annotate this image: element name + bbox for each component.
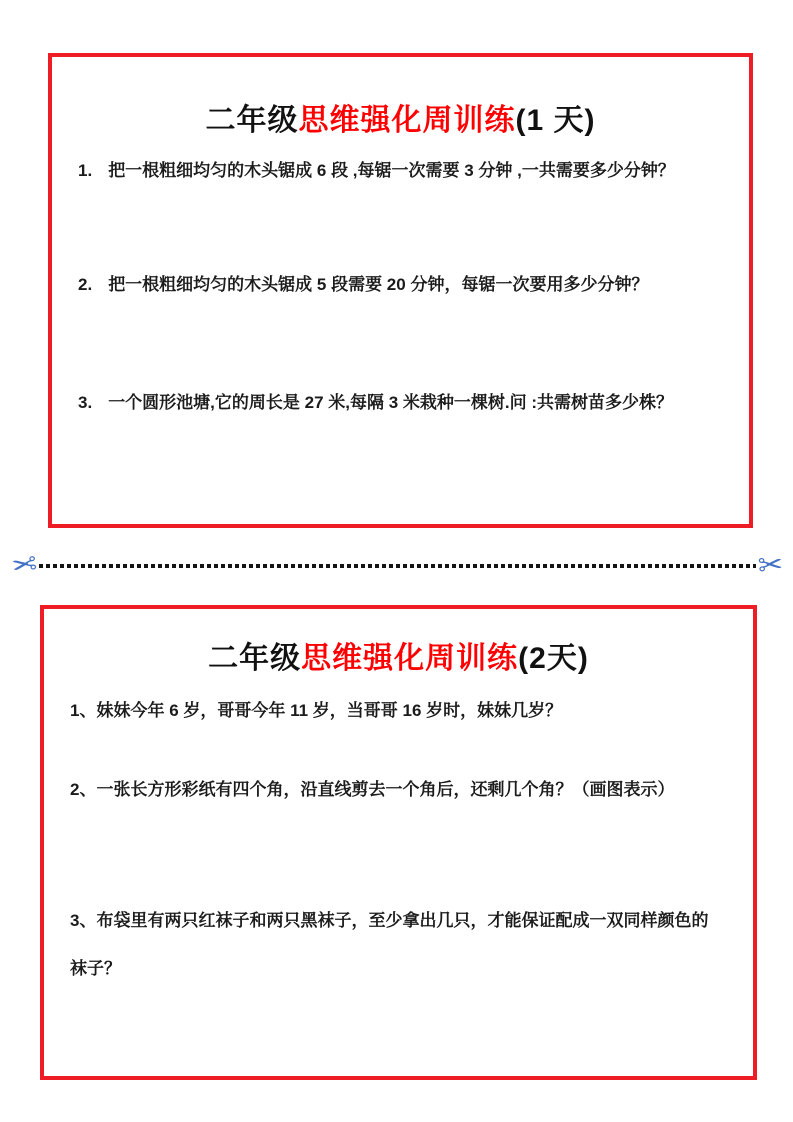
title-prefix: 二年级 [208, 642, 302, 675]
question-number: 2、 [70, 780, 97, 799]
question-text: 布袋里有两只红袜子和两只黑袜子，至少拿出几只，才能保证配成一双同样颜色的袜子？ [70, 911, 709, 978]
question-text: 一个圆形池塘,它的周长是 27 米,每隔 3 米栽种一棵树.问 :共需树苗多少株？ [108, 393, 673, 412]
scissors-icon: ✂ [756, 548, 785, 583]
worksheet-title-day1 [52, 95, 749, 139]
question-number: 2. [78, 275, 93, 294]
scissors-icon: ✂ [9, 547, 40, 584]
worksheet-title-day2 [44, 633, 753, 677]
question-text: 妹妹今年 6 岁，哥哥今年 11 岁，当哥哥 16 岁时，妹妹几岁？ [96, 701, 563, 720]
question-text: 把一根粗细均匀的木头锯成 6 段 ,每锯一次需要 3 分钟 ,一共需要多少分钟？ [108, 161, 675, 180]
question-number: 3. [78, 393, 93, 412]
worksheet-box-day2 [40, 605, 757, 1080]
question-3 [70, 897, 717, 993]
title-suffix: (2天) [518, 642, 589, 675]
question-2 [78, 273, 731, 297]
question-text: 把一根粗细均匀的木头锯成 5 段需要 20 分钟，每锯一次要用多少分钟？ [108, 275, 649, 294]
question-text: 一张长方形彩纸有四个角，沿直线剪去一个角后，还剩几个角？（画图表示） [96, 780, 675, 799]
dotted-cut-line [39, 564, 756, 568]
question-1 [78, 159, 731, 183]
cut-line [9, 546, 785, 586]
question-2 [70, 778, 735, 802]
title-highlight: 思维强化周训练 [301, 642, 519, 675]
title-highlight: 思维强化周训练 [298, 104, 516, 137]
question-1 [70, 699, 735, 723]
title-suffix: (1 天) [515, 104, 596, 137]
question-number: 1、 [70, 701, 97, 720]
question-number: 3、 [70, 911, 97, 930]
question-number: 1. [78, 161, 93, 180]
title-prefix: 二年级 [205, 104, 299, 137]
question-3 [78, 391, 731, 415]
worksheet-box-day1 [48, 53, 753, 528]
